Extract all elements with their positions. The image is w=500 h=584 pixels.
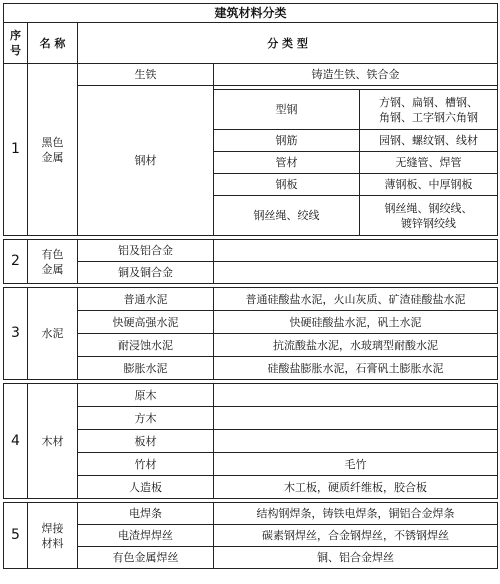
detail-cell: 硅酸盐膨胀水泥，石膏矾土膨胀水泥	[214, 357, 498, 380]
group-number: 3	[4, 288, 28, 380]
group-name: 黑色 金属	[28, 64, 78, 236]
type-cell: 方木	[78, 407, 214, 430]
detail-cell: 钢丝绳、钢绞线、 镀锌钢绞线	[360, 196, 498, 236]
detail-cell: 园钢、螺纹钢、线材	[360, 130, 498, 152]
detail-cell: 抗流酸盐水泥，水玻璃型耐酸水泥	[214, 334, 498, 357]
detail-cell: 木工板，硬质纤维板，胶合板	[214, 476, 498, 499]
group-number: 1	[4, 64, 28, 236]
classification-table	[3, 3, 498, 569]
detail-cell: 方钢、扁钢、槽钢、 角钢、工字钢六角钢	[360, 90, 498, 130]
type-cell: 膨胀水泥	[78, 357, 214, 380]
group-number: 5	[4, 503, 28, 569]
detail-cell	[214, 384, 498, 407]
subtype-cell: 钢板	[214, 174, 360, 196]
detail-cell: 无缝管、焊管	[360, 152, 498, 174]
header-category: 分 类 型	[78, 23, 498, 64]
group-name: 焊接 材料	[28, 503, 78, 569]
detail-cell: 快硬硅酸盐水泥，矾土水泥	[214, 311, 498, 334]
type-cell: 人造板	[78, 476, 214, 499]
type-cell: 钢材	[78, 86, 214, 236]
header-no: 序号	[4, 23, 28, 64]
group-name: 水泥	[28, 288, 78, 380]
detail-cell: 毛竹	[214, 453, 498, 476]
detail-cell: 铜、铝合金焊丝	[214, 547, 498, 569]
type-cell: 生铁	[78, 64, 214, 86]
subtype-cell: 钢丝绳、绞线	[214, 196, 360, 236]
detail-cell: 薄钢板、中厚钢板	[360, 174, 498, 196]
header-name: 名 称	[28, 23, 78, 64]
group-name: 木材	[28, 384, 78, 499]
detail-cell: 碳素钢焊丝，合金钢焊丝，不锈钢焊丝	[214, 525, 498, 547]
type-cell: 板材	[78, 430, 214, 453]
table-title: 建筑材料分类	[4, 4, 498, 23]
type-cell: 快硬高强水泥	[78, 311, 214, 334]
detail-cell	[214, 262, 498, 284]
detail-cell: 普通硅酸盐水泥，火山灰质、矿渣硅酸盐水泥	[214, 288, 498, 311]
detail-cell	[214, 430, 498, 453]
type-cell: 电渣焊焊丝	[78, 525, 214, 547]
detail-cell: 结构钢焊条，铸铁电焊条，铜铝合金焊条	[214, 503, 498, 525]
subtype-cell: 管材	[214, 152, 360, 174]
type-cell: 竹材	[78, 453, 214, 476]
detail-cell	[214, 407, 498, 430]
group-name: 有色 金属	[28, 240, 78, 284]
type-cell: 有色金属焊丝	[78, 547, 214, 569]
type-cell: 电焊条	[78, 503, 214, 525]
subtype-cell: 钢筋	[214, 130, 360, 152]
type-cell: 耐浸蚀水泥	[78, 334, 214, 357]
group-number: 2	[4, 240, 28, 284]
type-cell: 原木	[78, 384, 214, 407]
detail-cell: 铸造生铁、铁合金	[214, 64, 498, 86]
group-number: 4	[4, 384, 28, 499]
subtype-cell: 型钢	[214, 90, 360, 130]
type-cell: 铜及铜合金	[78, 262, 214, 284]
detail-cell	[214, 240, 498, 262]
type-cell: 铝及铝合金	[78, 240, 214, 262]
type-cell: 普通水泥	[78, 288, 214, 311]
